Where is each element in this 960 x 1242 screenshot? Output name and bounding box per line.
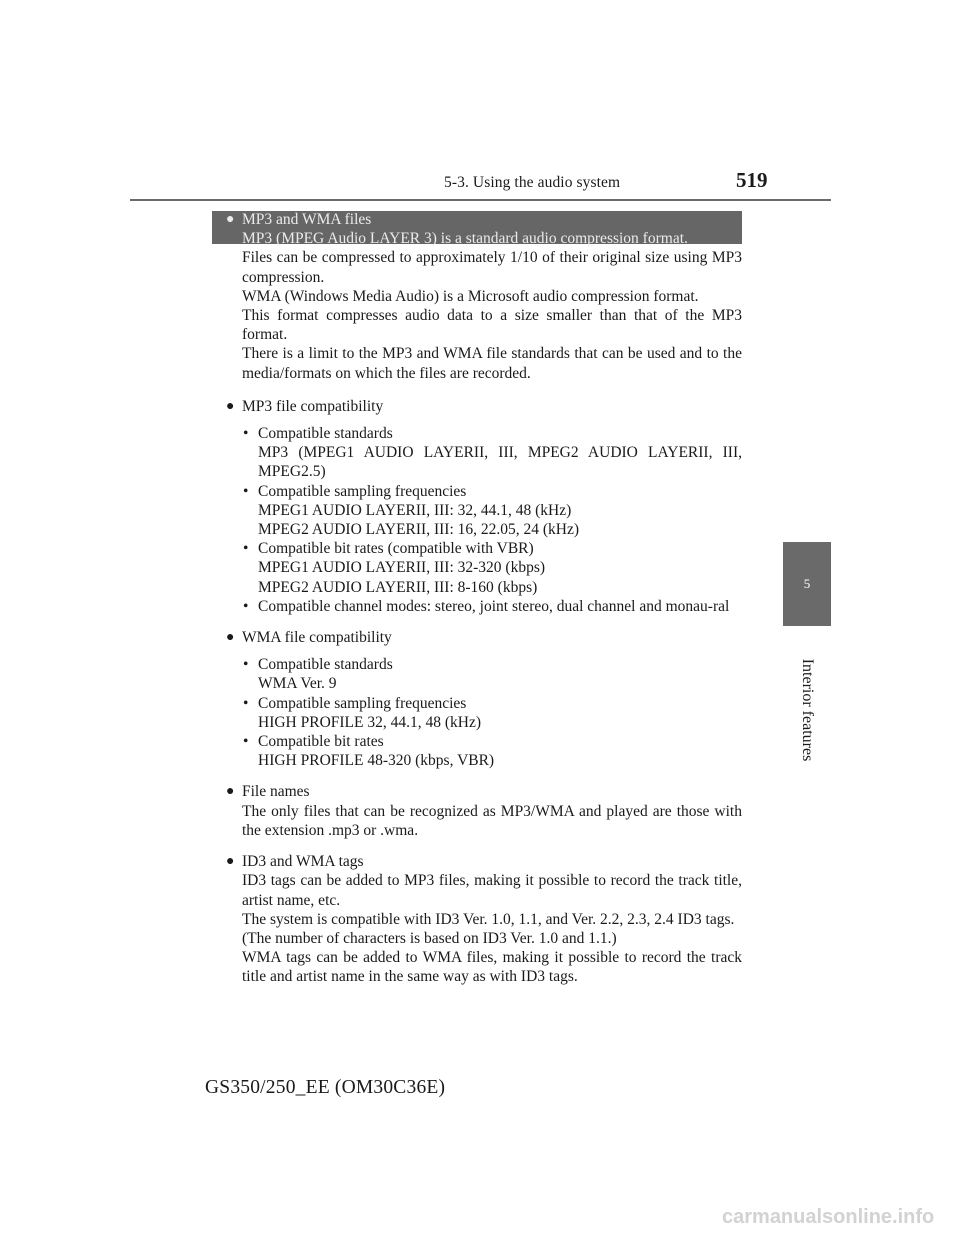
- list-item: • Compatible standards: [243, 425, 393, 443]
- chapter-tab: 5: [783, 542, 831, 626]
- paragraph: MP3 (MPEG Audio LAYER 3) is a standard audio compression format.: [242, 230, 688, 248]
- list-item: • Compatible channel modes: stereo, joint stereo, dual channel and monau-ral: [243, 597, 730, 615]
- bullet-icon: •: [243, 597, 249, 615]
- list-item: • Compatible sampling frequencies: [243, 694, 467, 712]
- list-item-detail: MPEG2 AUDIO LAYERII, III: 8-160 (kbps): [258, 578, 538, 596]
- paragraph: (The number of characters is based on ID3 Ver. 1.0 and 1.1.): [242, 929, 617, 947]
- list-item-detail: MPEG1 AUDIO LAYERII, III: 32-320 (kbps): [258, 559, 546, 577]
- bullet-dot-icon: ●: [226, 854, 235, 870]
- list-item: • Compatible sampling frequencies: [243, 482, 467, 500]
- section-heading: ● WMA file compatibility: [226, 629, 392, 647]
- bullet-icon: •: [243, 482, 249, 500]
- list-item: • Compatible standards: [243, 656, 393, 674]
- bullet-dot-icon: ●: [226, 630, 235, 646]
- list-item: • Compatible bit rates (compatible with VBR): [243, 540, 534, 558]
- list-item: • Compatible bit rates: [243, 733, 384, 751]
- section-wma-compatibility: [226, 628, 742, 770]
- section-mp3-wma-files: [226, 210, 742, 383]
- spec-list: [242, 424, 742, 616]
- section-file-names: [226, 782, 742, 840]
- page-number: 519: [736, 168, 768, 192]
- list-item-detail: MP3 (MPEG1 AUDIO LAYERII, III, MPEG2 AUDIO LAYERII, III, MPEG2.5): [258, 444, 742, 481]
- paragraph: The system is compatible with ID3 Ver. 1.0, 1.1, and Ver. 2.2, 2.3, 2.4 ID3 tags.: [242, 910, 735, 928]
- section-heading: ● MP3 file compatibility: [226, 397, 384, 415]
- section-heading: ● ID3 and WMA tags: [226, 853, 364, 871]
- list-item-detail: MPEG2 AUDIO LAYERII, III: 16, 22.05, 24 (kHz): [258, 521, 580, 539]
- spec-list: [242, 655, 742, 770]
- section-heading: ● MP3 and WMA files: [226, 211, 372, 228]
- list-item-detail: WMA Ver. 9: [258, 675, 337, 693]
- paragraph: The only files that can be recognized as MP3/WMA and played are those with the extension .mp3 or .wma.: [242, 802, 742, 839]
- section-heading: ● File names: [226, 783, 310, 801]
- section-id3-wma-tags: [226, 852, 742, 986]
- bullet-dot-icon: ●: [226, 212, 235, 227]
- section-header: 5-3. Using the audio system: [444, 174, 621, 191]
- bullet-dot-icon: ●: [226, 398, 235, 414]
- bullet-icon: •: [243, 733, 249, 751]
- chapter-title-vertical: Interior features: [799, 658, 816, 762]
- model-code: GS350/250_EE (OM30C36E): [205, 1077, 446, 1098]
- page-content: [226, 210, 742, 995]
- bullet-icon: •: [243, 540, 249, 558]
- list-item-detail: MPEG1 AUDIO LAYERII, III: 32, 44.1, 48 (kHz): [258, 501, 572, 519]
- paragraph: ID3 tags can be added to MP3 files, making it possible to record the track title, artist name, etc.: [242, 872, 742, 909]
- bullet-dot-icon: ●: [226, 784, 235, 800]
- paragraph: There is a limit to the MP3 and WMA file standards that can be used and to the media/formats on which the files are recorded.: [242, 345, 742, 382]
- section-mp3-compatibility: [226, 397, 742, 616]
- watermark-logo: carmanualsonline.info: [722, 1206, 935, 1228]
- header-rule: [130, 199, 831, 201]
- bullet-icon: •: [243, 694, 249, 712]
- paragraph: WMA tags can be added to WMA files, making it possible to record the track title and artist name in the same way as with ID3 tags.: [242, 949, 742, 986]
- bullet-icon: •: [243, 656, 249, 674]
- paragraph: Files can be compressed to approximately 1/10 of their original size using MP3 compression.: [242, 249, 742, 286]
- bullet-icon: •: [243, 425, 249, 443]
- list-item-detail: HIGH PROFILE 32, 44.1, 48 (kHz): [258, 713, 482, 731]
- paragraph: This format compresses audio data to a size smaller than that of the MP3 format.: [242, 307, 742, 344]
- list-item-detail: HIGH PROFILE 48-320 (kbps, VBR): [258, 752, 495, 770]
- paragraph: WMA (Windows Media Audio) is a Microsoft audio compression format.: [242, 287, 699, 305]
